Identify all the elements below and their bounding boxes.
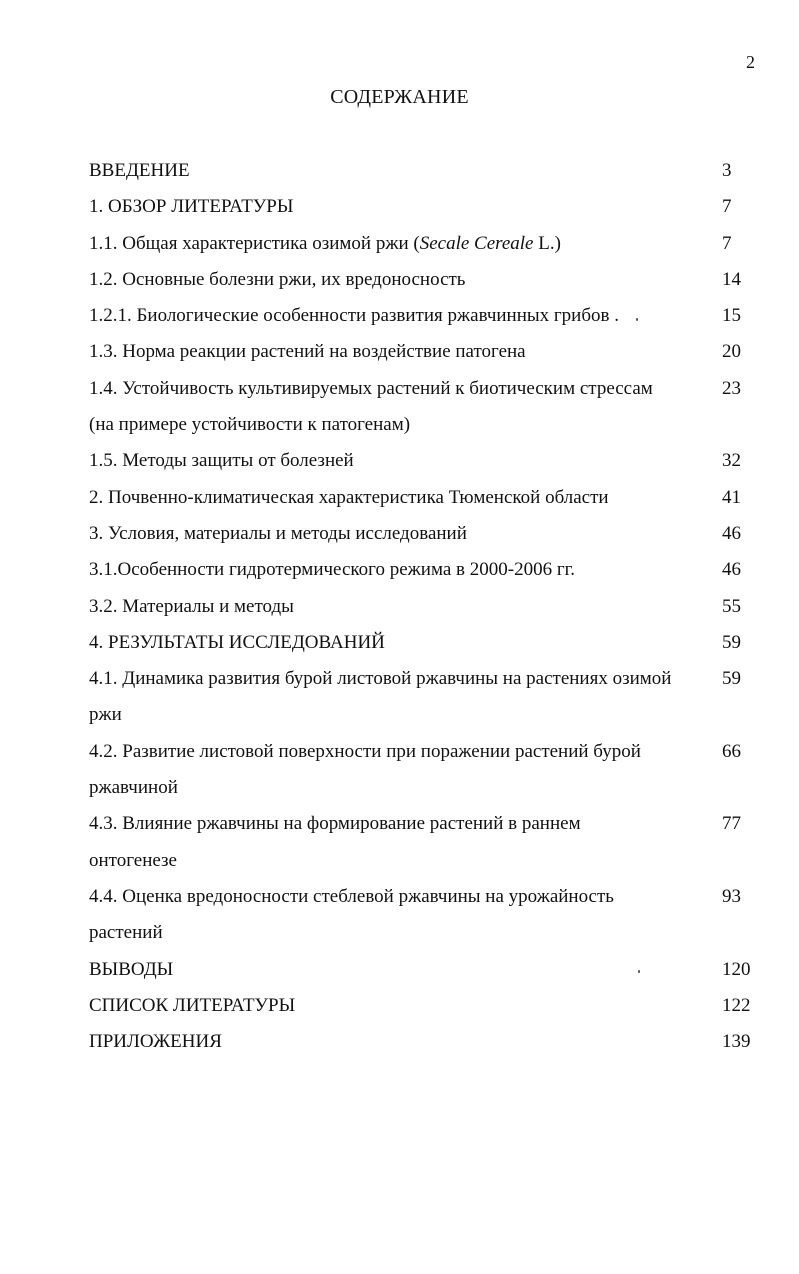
- toc-entry-title: [89, 480, 709, 516]
- toc-entry-title: [89, 1024, 709, 1060]
- toc-entry-title: [89, 262, 709, 298]
- toc-entry-line: 4. РЕЗУЛЬТАТЫ ИССЛЕДОВАНИЙ: [89, 631, 385, 653]
- toc-entry-line: 4.2. Развитие листовой поверхности при поражении растений бурой: [89, 740, 641, 762]
- toc-entry: [89, 806, 759, 879]
- toc-entry: [89, 189, 759, 225]
- toc-entry: [89, 516, 759, 552]
- toc-entry: [89, 661, 759, 734]
- toc-page-number: 15: [722, 305, 741, 327]
- toc-entry: [89, 262, 759, 298]
- toc-entry-title: [89, 516, 709, 552]
- toc-entry-line: онтогенезе: [89, 849, 177, 871]
- toc-entry-line: 3. Условия, материалы и методы исследований: [89, 522, 467, 544]
- toc-entry: [89, 952, 759, 988]
- toc-page-number: 139: [722, 1031, 751, 1053]
- toc-entry-title: [89, 879, 709, 952]
- toc-entry-title: [89, 153, 709, 189]
- toc-page-number: 7: [722, 196, 732, 218]
- toc-entry-title: [89, 734, 709, 807]
- toc-entry-line: 1.2.1. Биологические особенности развития ржавчинных грибов .: [89, 305, 619, 327]
- toc-entry-title: [89, 298, 709, 334]
- toc-entry-line: ржавчиной: [89, 777, 178, 799]
- toc-entry: [89, 153, 759, 189]
- toc-entry-line: 4.3. Влияние ржавчины на формирование растений в раннем: [89, 813, 581, 835]
- toc-page-number: 77: [722, 813, 741, 835]
- toc-page-number: 32: [722, 450, 741, 472]
- page-title: СОДЕРЖАНИЕ: [330, 86, 469, 108]
- toc-entry-text: 1.1. Общая характеристика озимой ржи (: [89, 232, 420, 254]
- toc-entry-line: 1.3. Норма реакции растений на воздействие патогена: [89, 341, 526, 363]
- toc-entry-line: 1. ОБЗОР ЛИТЕРАТУРЫ: [89, 196, 294, 218]
- toc-entry: [89, 879, 759, 952]
- toc-page-number: 7: [722, 232, 732, 254]
- toc-entry-title: [89, 334, 709, 370]
- toc-page-number: 66: [722, 740, 741, 762]
- toc-entry: [89, 988, 759, 1024]
- toc-entry: [89, 625, 759, 661]
- toc-entry-line: [89, 226, 709, 262]
- toc-entry-line: ПРИЛОЖЕНИЯ: [89, 1031, 222, 1053]
- toc-entry: [89, 734, 759, 807]
- toc-entry: [89, 334, 759, 370]
- scan-speck: [636, 318, 638, 321]
- toc-entry-title: [89, 443, 709, 479]
- toc-entry: [89, 589, 759, 625]
- toc-entry-line: СПИСОК ЛИТЕРАТУРЫ: [89, 994, 296, 1016]
- toc-page-number: 59: [722, 631, 741, 653]
- toc-entry-line: ВВЕДЕНИЕ: [89, 160, 190, 181]
- toc-page-number: 14: [722, 268, 741, 290]
- toc-page-number: 120: [722, 958, 751, 980]
- scan-speck: [638, 970, 640, 973]
- toc-page-number: 93: [722, 885, 741, 907]
- toc-entry-line: 4.1. Динамика развития бурой листовой ржавчины на растениях озимой: [89, 668, 672, 690]
- toc-entry-title: [89, 988, 709, 1024]
- toc-entry-line: (на примере устойчивости к патогенам): [89, 414, 411, 436]
- toc-entry-title: [89, 226, 709, 262]
- toc-page-number: 122: [722, 994, 751, 1016]
- toc-entry: [89, 1024, 759, 1060]
- toc-page-number: 23: [722, 377, 741, 399]
- species-name: Secale Cereale: [419, 232, 534, 254]
- toc-page-number: 20: [722, 341, 741, 363]
- toc-entry-title: [89, 189, 709, 225]
- toc-entry-title: [89, 625, 709, 661]
- toc-entry: [89, 371, 759, 444]
- toc-entry-title: [89, 552, 709, 588]
- toc-entry-line: растений: [89, 922, 163, 944]
- toc-entry-line: ржи: [89, 704, 122, 726]
- toc-entry-title: [89, 806, 709, 879]
- toc-entry-line: 2. Почвенно-климатическая характеристика Тюменской области: [89, 486, 609, 508]
- toc-entry: [89, 443, 759, 479]
- toc-page-number: 41: [722, 486, 741, 508]
- toc-entry-line: 3.2. Материалы и методы: [89, 595, 294, 617]
- toc-entry-text: L.): [533, 232, 561, 254]
- toc-entry-title: [89, 589, 709, 625]
- toc-page-number: 46: [722, 522, 741, 544]
- toc-entry-line: 1.4. Устойчивость культивируемых растений к биотическим стрессам: [89, 377, 653, 399]
- toc-entry: [89, 480, 759, 516]
- toc-entry: [89, 298, 759, 334]
- toc-entry-title: [89, 371, 709, 444]
- toc-page-number: 55: [722, 595, 741, 617]
- toc-page-number: 3: [722, 160, 732, 181]
- toc-entry-line: 1.2. Основные болезни ржи, их вредоносность: [89, 268, 466, 290]
- toc-entry-line: 3.1.Особенности гидротермического режима в 2000-2006 гг.: [89, 559, 576, 581]
- toc-entry: [89, 226, 759, 262]
- toc-entry-line: 1.5. Методы защиты от болезней: [89, 450, 354, 472]
- toc-entry: [89, 552, 759, 588]
- table-of-contents: [89, 153, 759, 1060]
- toc-page-number: 46: [722, 559, 741, 581]
- toc-page-number: 59: [722, 668, 741, 690]
- toc-entry-title: [89, 952, 709, 988]
- toc-entry-line: 4.4. Оценка вредоносности стеблевой ржавчины на урожайность: [89, 885, 614, 907]
- page-number: 2: [746, 52, 755, 72]
- toc-entry-line: ВЫВОДЫ: [89, 958, 174, 980]
- toc-entry-title: [89, 661, 709, 734]
